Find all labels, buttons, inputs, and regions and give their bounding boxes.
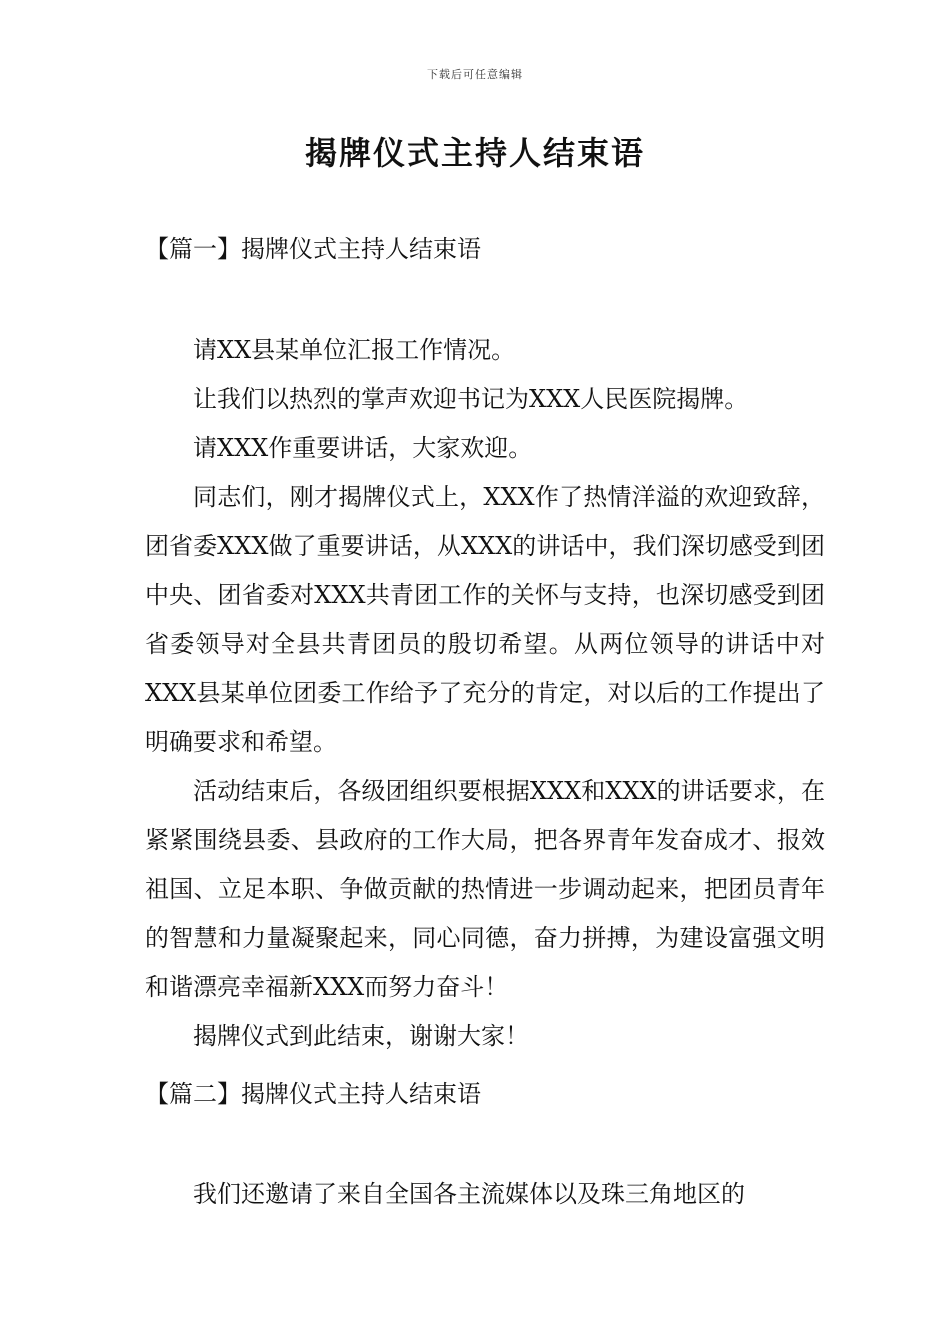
paragraph: 揭牌仪式到此结束，谢谢大家！	[193, 1022, 529, 1050]
section-heading-1: 【篇一】揭牌仪式主持人结束语	[145, 235, 481, 263]
paragraph: 同志们，刚才揭牌仪式上，XXX作了热情洋溢的欢迎致辞，团省委XXX做了重要讲话，从XXX的讲话中，我们深切感受到团中央、团省委对XXX共青团工作的关怀与支持，也深切感受到团省委领导对全县共青团员的殷切希望。从两位领导的讲话中对XXX县某单位团委工作给予了充分的肯定，对以后的工作提出了明确要求和希望。	[145, 483, 825, 756]
paragraph: 请XX县某单位汇报工作情况。	[193, 336, 516, 364]
document-title: 揭牌仪式主持人结束语	[304, 134, 645, 172]
header-note: 下载后可任意编辑	[427, 68, 523, 81]
section-heading-2: 【篇二】揭牌仪式主持人结束语	[145, 1080, 481, 1108]
paragraph: 让我们以热烈的掌声欢迎书记为XXX人民医院揭牌。	[193, 385, 749, 413]
paragraph: 我们还邀请了来自全国各主流媒体以及珠三角地区的	[193, 1180, 745, 1208]
paragraph: 请XXX作重要讲话，大家欢迎。	[193, 434, 533, 462]
section-2-body	[145, 1170, 825, 1219]
section-1-body	[145, 326, 825, 1061]
paragraph: 活动结束后，各级团组织要根据XXX和XXX的讲话要求，在紧紧围绕县委、县政府的工作大局，把各界青年发奋成才、报效祖国、立足本职、争做贡献的热情进一步调动起来，把团员青年的智慧和力量凝聚起来，同心同德，奋力拼搏，为建设富强文明和谐漂亮幸福新XXX而努力奋斗！	[145, 777, 825, 1001]
